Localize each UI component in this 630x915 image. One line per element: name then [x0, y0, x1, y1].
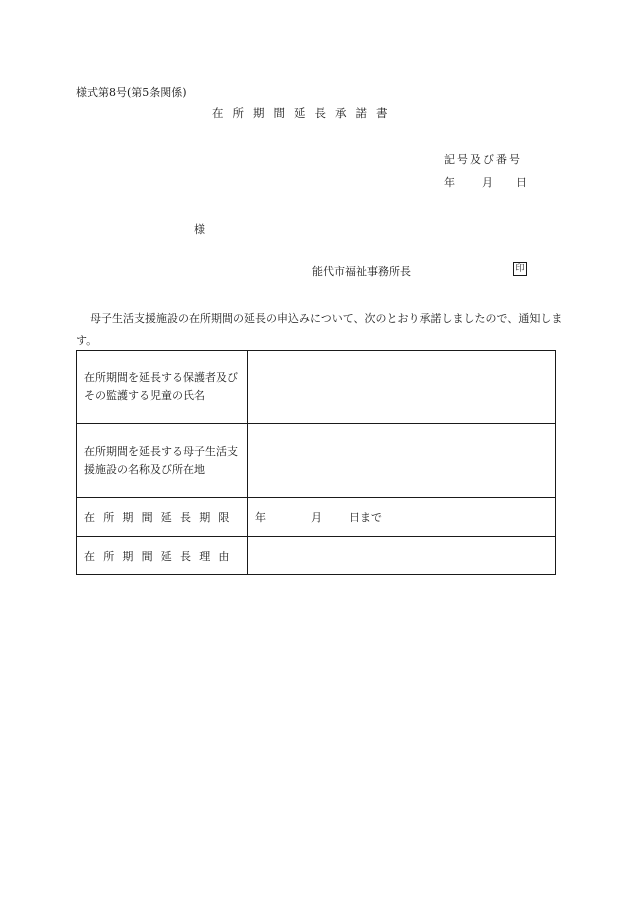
guardian-child-names-label: 在所期間を延長する保護者及びその監護する児童の氏名	[77, 351, 248, 424]
addressee-suffix: 様	[194, 223, 205, 236]
deadline-year-label: 年	[255, 511, 266, 524]
date-day-label: 日	[516, 176, 527, 189]
extension-details-table	[76, 350, 556, 575]
table-row	[77, 351, 556, 424]
deadline-month-label: 月	[311, 511, 322, 524]
issue-date	[444, 174, 527, 190]
extension-deadline-field[interactable]	[248, 498, 556, 537]
date-month-label: 月	[482, 176, 493, 189]
date-year-label: 年	[444, 176, 455, 189]
table-row	[77, 498, 556, 537]
body-text: 母子生活支援施設の在所期間の延長の申込みについて、次のとおり承諾しましたので、通知します。	[76, 312, 563, 347]
extension-reason-label: 在所期間延長理由	[77, 537, 248, 575]
issuer-name: 能代市福祉事務所長	[312, 265, 411, 278]
deadline-day-label: 日まで	[349, 511, 382, 524]
reference-number-label: 記号及び番号	[444, 153, 522, 166]
table-row	[77, 537, 556, 575]
guardian-child-names-field[interactable]	[248, 351, 556, 424]
seal-mark: 印	[513, 262, 527, 276]
document-title: 在所期間延長承諾書	[212, 106, 397, 120]
extension-reason-field[interactable]	[248, 537, 556, 575]
form-number: 様式第8号(第5条関係)	[76, 86, 187, 99]
table-row	[77, 424, 556, 498]
extension-deadline-label: 在所期間延長期限	[77, 498, 248, 537]
facility-name-address-field[interactable]	[248, 424, 556, 498]
facility-name-address-label: 在所期間を延長する母子生活支援施設の名称及び所在地	[77, 424, 248, 498]
